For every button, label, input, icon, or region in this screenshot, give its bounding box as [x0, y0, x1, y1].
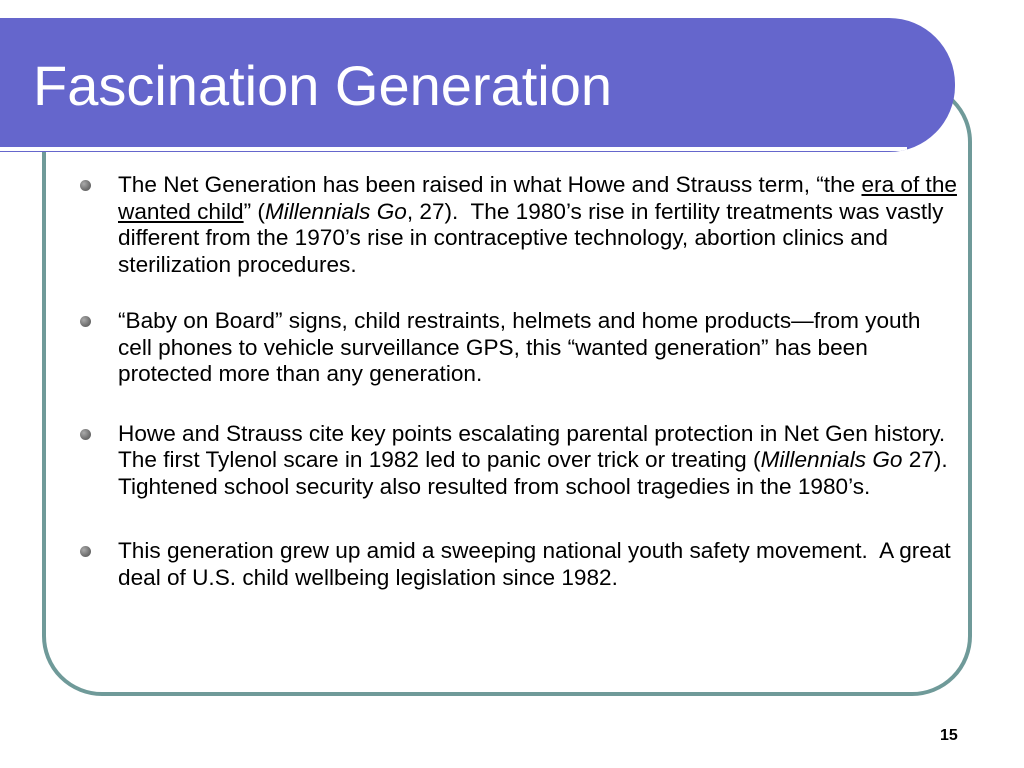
- bullet-text-part: ” (: [243, 198, 265, 224]
- bullet-item: [78, 421, 958, 501]
- page-number: 15: [940, 727, 958, 744]
- bullet-dot-icon: [80, 180, 91, 191]
- bullet-list: [78, 172, 958, 591]
- slide-title: Fascination Generation: [33, 54, 613, 117]
- bullet-item: [78, 538, 958, 591]
- bullet-item: [78, 172, 958, 278]
- title-banner: [0, 18, 955, 152]
- bullet-text: This generation grew up amid a sweeping national youth safety movement. A great deal of U.S. child wellbeing legislation since 1982.: [118, 538, 951, 590]
- bullet-dot-icon: [80, 316, 91, 327]
- bullet-text-part: Howe and Strauss cite key points escalating parental protection in Net Gen history. The first Tylenol scare in 1982 led to panic over trick or treating (: [118, 420, 952, 472]
- bullet-item: [78, 308, 958, 388]
- book-title: Millennials Go: [760, 447, 903, 472]
- bullet-dot-icon: [80, 429, 91, 440]
- era-of-the-wanted-child-link[interactable]: era of the wanted child: [118, 172, 957, 224]
- bullet-dot-icon: [80, 546, 91, 557]
- bullet-text-part: 27). Tightened school security also resulted from school tragedies in the 1980’s.: [118, 447, 948, 499]
- book-title: Millennials Go: [264, 198, 407, 224]
- title-underline: [0, 147, 907, 151]
- bullet-text: “Baby on Board” signs, child restraints, helmets and home products—from youth cell phones to vehicle surveillance GPS, this “wanted generation” has been protected more than any generation.: [118, 308, 921, 386]
- bullet-text-part: , 27). The 1980’s rise in fertility treatments was vastly different from the 1970’s rise in contraceptive technology, abortion clinics and sterilization procedures.: [118, 198, 944, 277]
- bullet-text-part: The Net Generation has been raised in what Howe and Strauss term, “the: [118, 172, 862, 197]
